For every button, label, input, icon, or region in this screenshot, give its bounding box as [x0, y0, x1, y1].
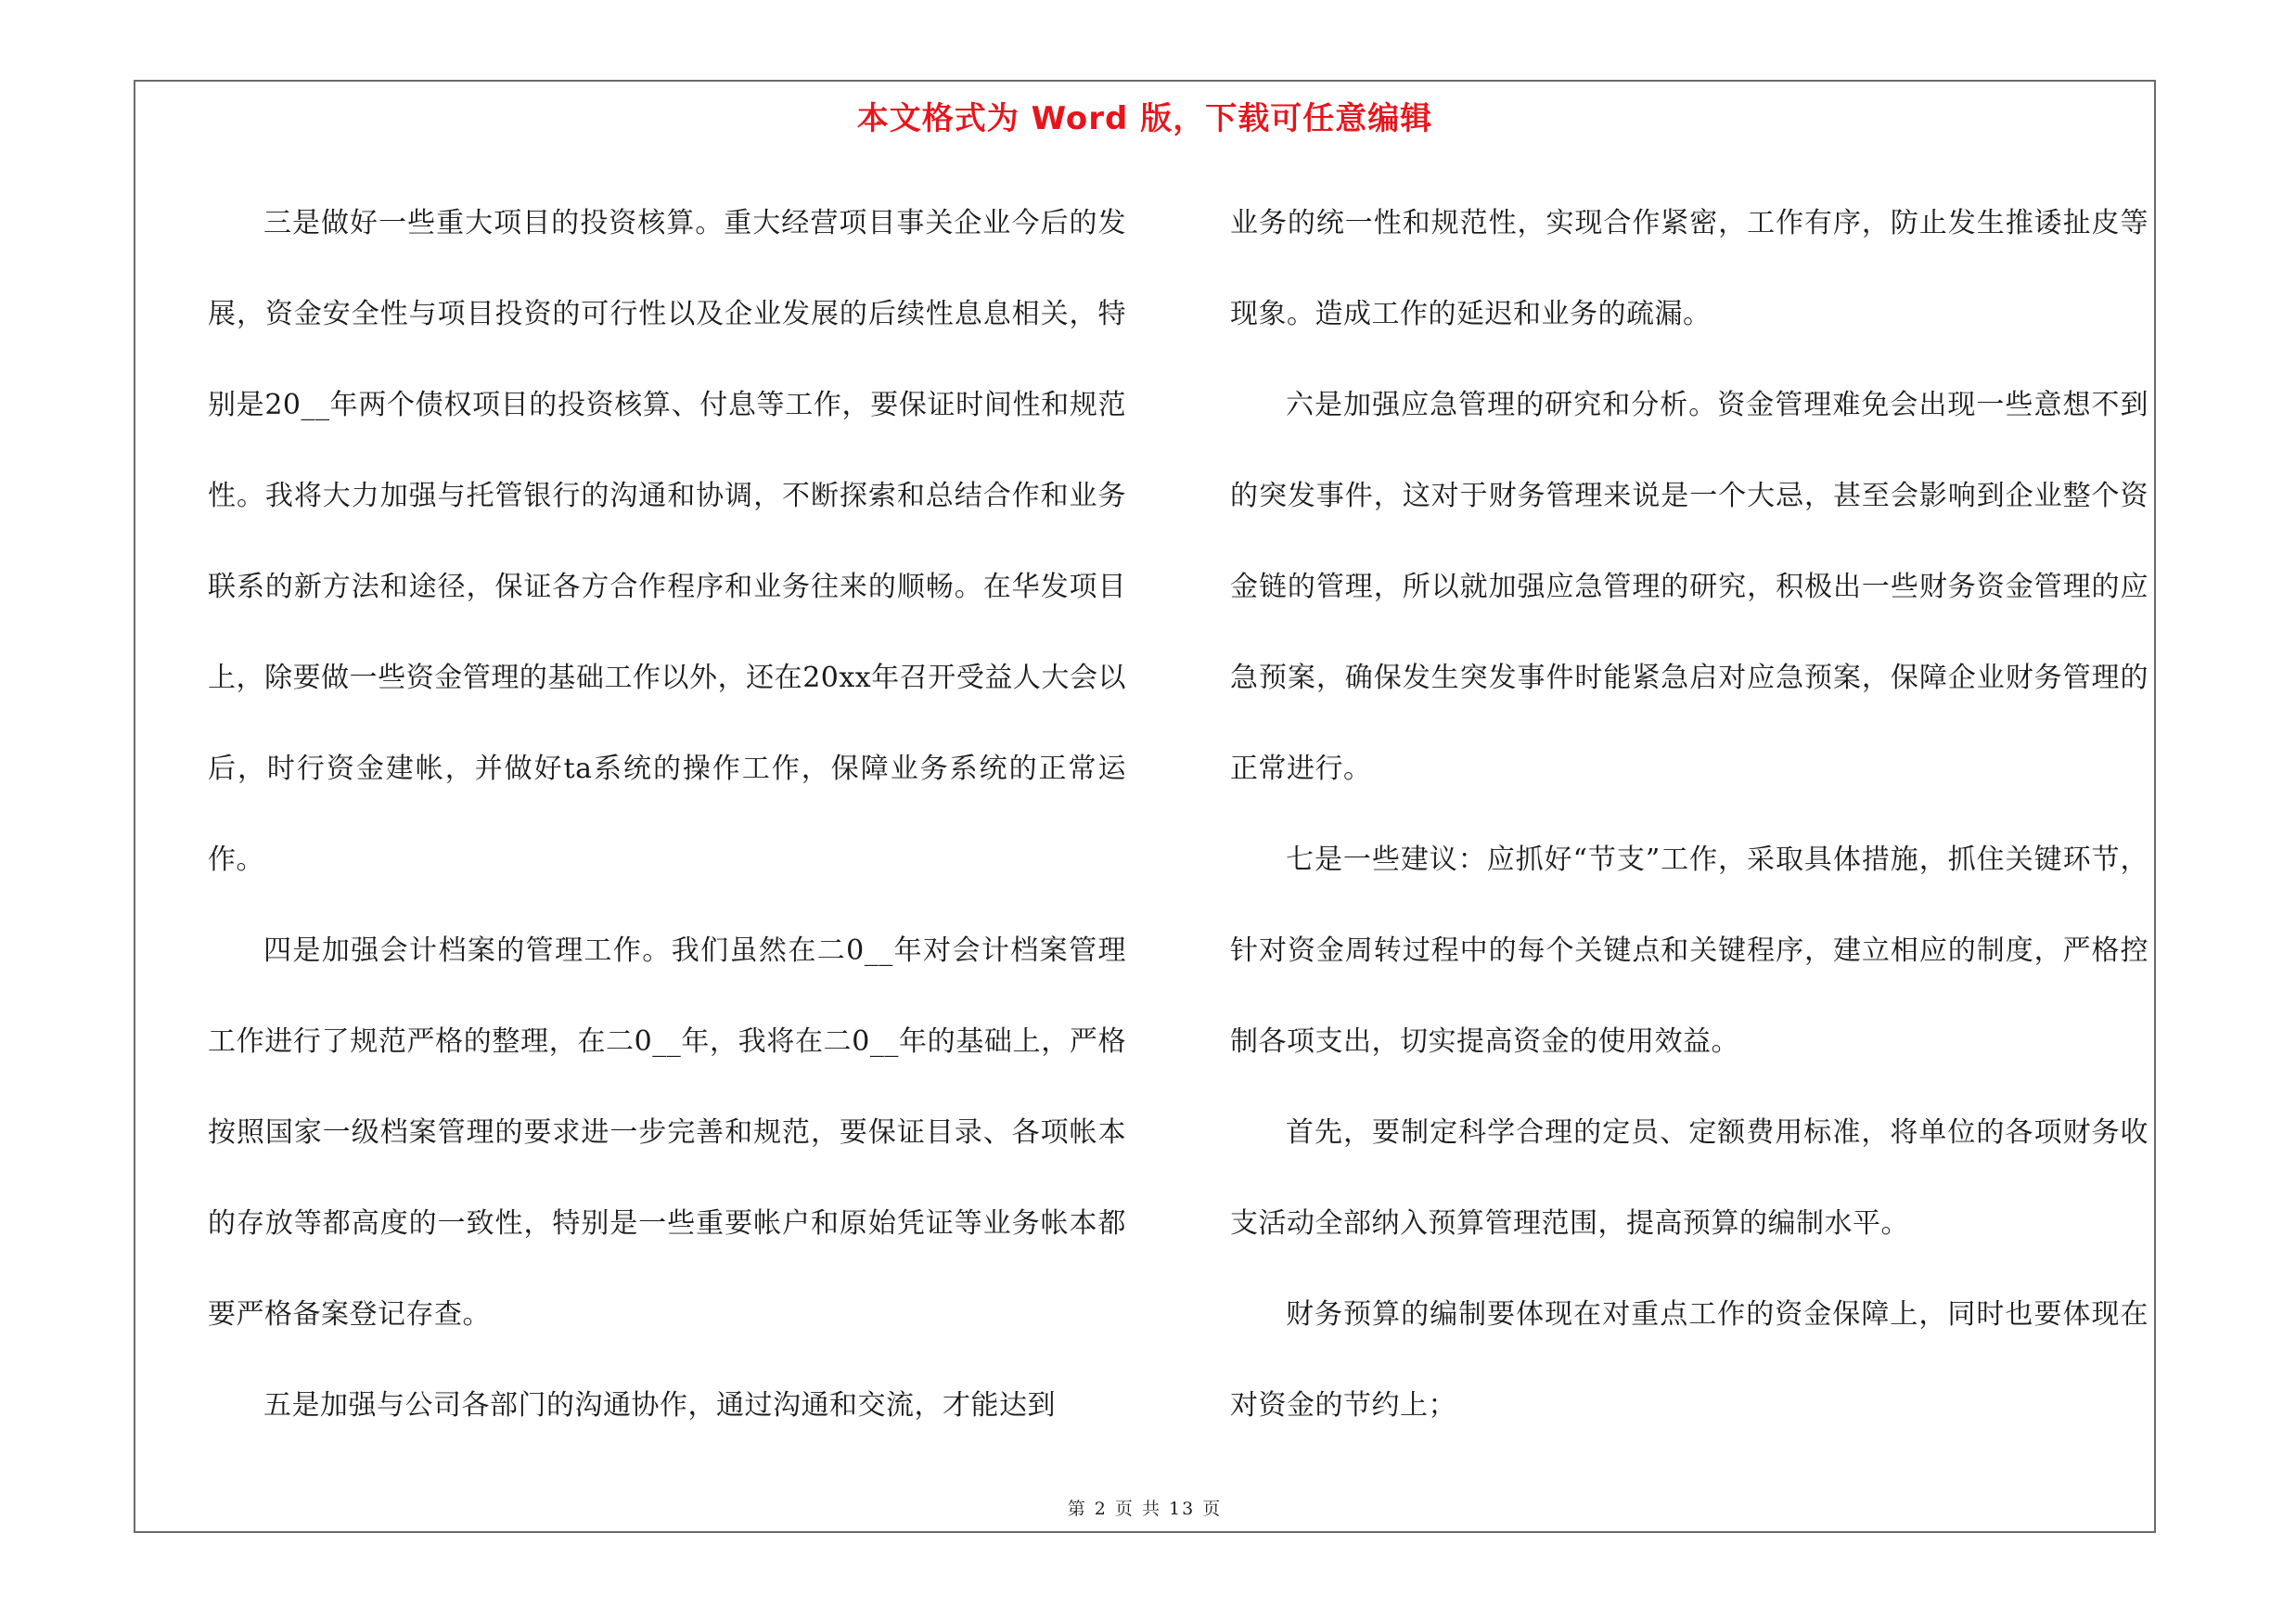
- paragraph-archive-management: 四是加强会计档案的管理工作。我们虽然在二0__年对会计档案管理工作进行了规范严格的整理，在二0__年，我将在二0__年的基础上，严格按照国家一级档案管理的要求进一步完善和规范，要保证目录、各项帐本的存放等都高度的一致性，特别是一些重要帐户和原始凭证等业务帐本都要严格备案登记存查。: [208, 934, 1126, 1331]
- right-column: [1230, 178, 2148, 1451]
- page-frame: [134, 80, 2156, 1533]
- paragraph-suggestions: 七是一些建议：应抓好“节支”工作，采取具体措施，抓住关键环节，针对资金周转过程中的每个关键点和关键程序，建立相应的制度，严格控制各项支出，切实提高资金的使用效益。: [1230, 844, 2148, 1058]
- word-format-banner: 本文格式为 Word 版，下载可任意编辑: [856, 100, 1433, 137]
- page-number: 第 2 页 共 13 页: [1067, 1499, 1223, 1519]
- paragraph-budget-compilation: 财务预算的编制要体现在对重点工作的资金保障上，同时也要体现在对资金的节约上；: [1230, 1298, 2148, 1422]
- paragraph-investment-accounting: 三是做好一些重大项目的投资核算。重大经营项目事关企业今后的发展，资金安全性与项目投资的可行性以及企业发展的后续性息息相关，特别是20__年两个债权项目的投资核算、付息等工作，要保证时间性和规范性。我将大力加强与托管银行的沟通和协调，不断探索和总结合作和业务联系的新方法和途径，保证各方合作程序和业务往来的顺畅。在华发项目上，除要做一些资金管理的基础工作以外，还在20xx年召开受益人大会以后，时行资金建帐，并做好ta系统的操作工作，保障业务系统的正常运作。: [208, 207, 1126, 876]
- paragraph-continuation: 业务的统一性和规范性，实现合作紧密，工作有序，防止发生推诿扯皮等现象。造成工作的延迟和业务的疏漏。: [1230, 207, 2148, 330]
- paragraph-emergency-management: 六是加强应急管理的研究和分析。资金管理难免会出现一些意想不到的突发事件，这对于财务管理来说是一个大忌，甚至会影响到企业整个资金链的管理，所以就加强应急管理的研究，积极出一些财务资金管理的应急预案，确保发生突发事件时能紧急启对应急预案，保障企业财务管理的正常进行。: [1230, 389, 2148, 785]
- paragraph-first-standards: 首先，要制定科学合理的定员、定额费用标准，将单位的各项财务收支活动全部纳入预算管理范围，提高预算的编制水平。: [1230, 1116, 2148, 1240]
- paragraph-department-communication: 五是加强与公司各部门的沟通协作，通过沟通和交流，才能达到: [263, 1389, 1056, 1422]
- left-column: [208, 178, 1126, 1451]
